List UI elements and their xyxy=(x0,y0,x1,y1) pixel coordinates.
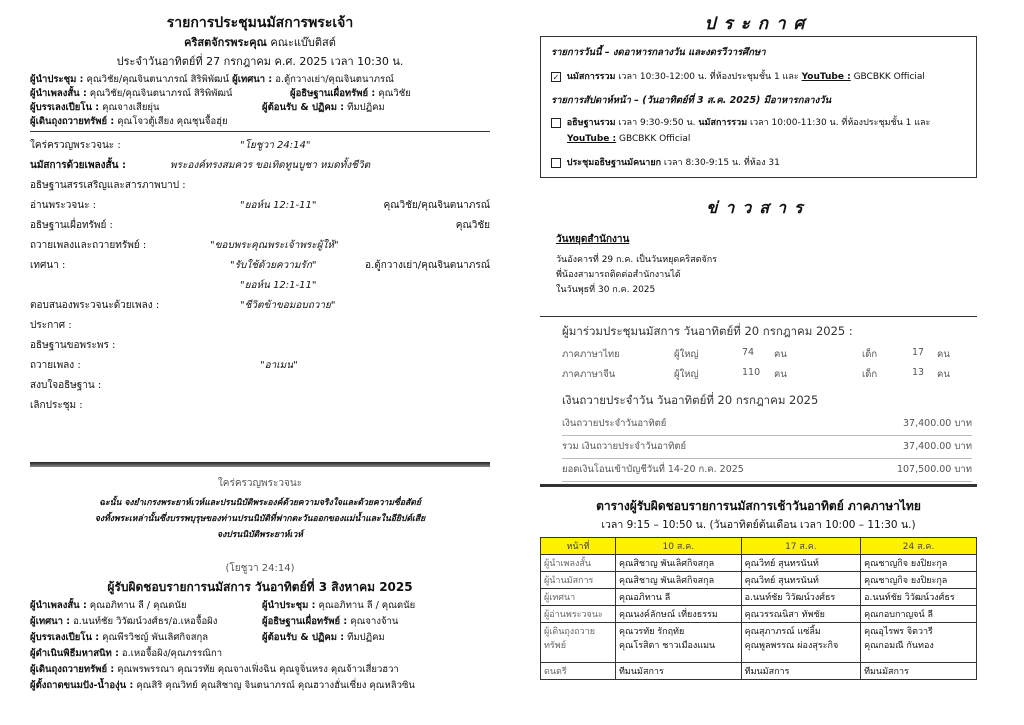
text-field: คุณวิชัย xyxy=(455,220,490,231)
staff-line-4 xyxy=(30,114,228,129)
text-field: ถวายเพลง : xyxy=(30,360,81,371)
text-field: คุณสิชาญ พันเลิศกิจสกุล xyxy=(616,572,742,589)
attendance-table xyxy=(562,347,962,387)
text-field: ยอดเงินโอนเข้าบัญชีวันที่ 14-20 ก.ค. 2025 xyxy=(562,464,744,475)
text-field: เทศนา : xyxy=(30,260,66,271)
order-row xyxy=(30,138,490,158)
text-field: ผู้บรรเลงเปียโน : xyxy=(30,632,100,643)
text-field: ฉะนั้น จงยำเกรงพระยาห์เวห์และปรนนิบัติพระองค์ด้วยความจริงใจและด้วยความซื่อสัตย์ xyxy=(99,498,421,508)
text-field: คุณชาญกิจ ยงปิยะกุล xyxy=(861,555,977,572)
text-field: คุณวิชัย xyxy=(378,88,411,99)
order-row xyxy=(30,258,490,278)
text-field: คุณอุไรพร จิตวารี คุณกอมณี กันทอง xyxy=(861,623,977,663)
text-field: คุณวิชัย/คุณจินตนาภรณ์ สิริพิพัฒน์ xyxy=(89,88,233,99)
text-field: เวลา 8:30-9:15 น. ที่ห้อง 31 xyxy=(661,158,780,168)
announcements-box xyxy=(540,36,977,178)
text-field: ทีมนมัสการ xyxy=(861,663,977,680)
text-field: คณะแบ๊บติสต์ xyxy=(270,36,336,49)
text-field: คุณวรทัย รักฤทัย คุณโรสิตา ชาวเมืองแมน xyxy=(616,623,742,663)
page-title: รายการประชุมนมัสการพระเจ้า xyxy=(166,15,354,31)
section-divider xyxy=(30,462,490,467)
verse-ref: (โยชูวา 24:14) xyxy=(225,563,295,574)
text-field: ผู้บรรเลงเปียโน : xyxy=(30,102,100,113)
text-field: อธิษฐานขอพระพร : xyxy=(30,340,116,351)
text-field: 10 ส.ค. xyxy=(616,538,742,555)
text-field: "ยอห์น 12:1-11" xyxy=(240,200,317,211)
staff-single xyxy=(30,678,490,694)
text-field: ผู้นำประชุม : xyxy=(262,600,316,611)
roster-title: ตารางผู้รับผิดชอบรายการนมัสการเช้าวันอาทิตย์ ภาคภาษาไทย xyxy=(596,499,921,513)
text-field: คุณโจวตู้เสียง คุณชุนจื้อฮุ่ย xyxy=(117,116,228,127)
order-row xyxy=(30,238,490,258)
text-field: คุณวิชัย/คุณจินตนาภรณ์ xyxy=(383,200,490,211)
order-row xyxy=(30,178,490,198)
text-field: เวลา 9:30-9:50 น. xyxy=(615,118,699,128)
order-row xyxy=(30,218,490,238)
text-field: ดนตรี xyxy=(541,663,616,680)
text-field: ผู้อธิษฐานเผื่อทรัพย์ : xyxy=(262,616,348,627)
text-field: GBCBKK Official xyxy=(616,134,691,144)
text-field: คุณสิริ คุณวิทย์ คุณสิชาญ จินตนาภรณ์ คุณฮวางฮั่นเซี่ยง คุณหลิวซิน xyxy=(136,680,415,691)
text-field: 37,400.00 บาท xyxy=(903,441,972,452)
text-field: คุณวรรณนิสา ทัพชัย xyxy=(741,606,860,623)
section-divider xyxy=(540,484,977,487)
text-field: อ.นนท์ชัย วิวัฒน์วงศ์ธร/อ.เหอจื้อผิง xyxy=(73,616,218,627)
text-field: วันอังคารที่ 29 ก.ค. เป็นวันหยุดคริสตจักร xyxy=(556,255,718,265)
divider xyxy=(540,316,977,317)
order-row xyxy=(30,378,490,398)
text-field: นมัสการด้วยเพลงสั้น : xyxy=(30,160,126,171)
text-field: 24 ส.ค. xyxy=(861,538,977,555)
text-field: คุณวิทย์ สุนทรนันท์ xyxy=(741,572,860,589)
order-row xyxy=(30,398,490,418)
staff-line-1 xyxy=(30,72,394,87)
text-field: คุณสิชาญ พันเลิศกิจสกุล xyxy=(616,555,742,572)
checked-checkbox-icon: ✓ xyxy=(552,72,560,82)
text-field: ผู้นำเพลงสั้น : xyxy=(30,600,87,611)
text-field: ถวายเพลงและถวายทรัพย์ : xyxy=(30,240,147,251)
order-row xyxy=(30,298,490,318)
text-field: 13 xyxy=(912,367,925,378)
text-field: เด็ก xyxy=(862,369,878,380)
staff-pair xyxy=(30,598,490,614)
text-field: 17 xyxy=(912,347,925,358)
text-field: "รับใช้ด้วยความรัก" xyxy=(230,260,317,271)
text-field: อ.ตู้กวางเย่า/คุณจินตนาภรณ์ xyxy=(275,74,394,85)
text-field: คุณกอบกาญจน์ ลี xyxy=(861,606,977,623)
roster-row xyxy=(541,606,977,623)
text-field: คุณอภิทาน ลี / คุณดนัย xyxy=(89,600,187,611)
text-field: ทีมนมัสการ xyxy=(616,663,742,680)
staff-pair xyxy=(30,630,490,646)
text-field: คน xyxy=(937,349,950,360)
text-field: "ยอห์น 12:1-11" xyxy=(240,280,317,291)
youtube-link[interactable]: YouTube : xyxy=(567,134,617,144)
text-field: เวลา 10:00-11:30 น. ที่ห้องประชุมชั้น 1 และ xyxy=(747,118,931,128)
text-field: ประกาศ : xyxy=(30,320,72,331)
text-field: นมัสการรวม xyxy=(566,72,616,82)
text-field: คุณวิทย์ สุนทรนันท์ xyxy=(741,555,860,572)
text-field: สงบใจอธิษฐาน : xyxy=(30,380,102,391)
text-field: อ.นนท์ชัย วิวัฒน์วงศ์ธร xyxy=(741,589,860,606)
roster-table xyxy=(540,537,977,680)
roster-subtitle: เวลา 9:15 – 10:50 น. (วันอาทิตย์ต้นเดือน เวลา 10:00 – 11:30 น.) xyxy=(601,519,916,531)
text-field: 107,500.00 บาท xyxy=(896,464,972,475)
offering-row xyxy=(562,416,972,436)
text-field: ประชุมอธิษฐานมัคนายก xyxy=(566,158,662,168)
text-field: ทีมนมัสการ xyxy=(741,663,860,680)
text-field: ผู้เดินถุงถวาย ทรัพย์ xyxy=(541,623,616,663)
offering-table xyxy=(562,416,972,482)
news-heading: ข่าวสาร xyxy=(706,198,811,217)
staff-pair xyxy=(30,614,490,630)
text-field: จงปรนนิบัติพระยาห์เวห์ xyxy=(217,530,303,540)
staff-line-3 xyxy=(30,100,159,115)
order-row xyxy=(30,278,490,298)
text-field: คุณสุภาภรณ์ แซ่ลิ้ม คุณพูลพรรณ ผ่องสุระกิจ xyxy=(741,623,860,663)
verse-text xyxy=(30,495,490,543)
text-field: 110 xyxy=(742,367,761,378)
text-field: คุณนงค์ลักษณ์ เที่ยงธรรม xyxy=(616,606,742,623)
church-name xyxy=(30,33,490,51)
text-field: ผู้ใหญ่ xyxy=(674,349,699,360)
staff-line-2 xyxy=(30,86,232,101)
text-field: ผู้อ่านพระวจนะ xyxy=(541,606,616,623)
youtube-link[interactable]: YouTube : xyxy=(801,72,851,82)
text-field: ผู้ต้อนรับ & ปฏิคม : xyxy=(262,632,345,643)
text-field: เวลา 10:30-12:00 น. ที่ห้องประชุมชั้น 1 และ xyxy=(615,72,802,82)
text-field: พระองค์ทรงสมควร ขอเทิดทูนบูชา หมดทั้งชีวิต xyxy=(170,160,371,171)
text-field: คน xyxy=(937,369,950,380)
staff-line-2b xyxy=(290,86,411,101)
text-field: "ชีวิตข้าขอมอบถวาย" xyxy=(240,300,336,311)
text-field: ภาคภาษาจีน xyxy=(562,369,616,380)
text-field: ตอบสนองพระวจนะด้วยเพลง : xyxy=(30,300,160,311)
order-row xyxy=(30,158,490,178)
text-field: ใคร่ครวญพระวจนะ : xyxy=(30,140,121,151)
roster-row xyxy=(541,555,977,572)
attendance-row xyxy=(562,347,962,367)
text-field: ผู้นำเพลงสั้น : xyxy=(30,88,87,99)
text-field: "ขอบพระคุณพระเจ้าพระผู้ให้" xyxy=(210,240,339,251)
order-row xyxy=(30,198,490,218)
text-field: อ.ตู้กวางเย่า/คุณจินตนาภรณ์ xyxy=(365,260,490,271)
text-field: คุณพีรวิชญ์ พันเลิศกิจสกุล xyxy=(102,632,209,643)
text-field: หน้าที่ xyxy=(541,538,616,555)
text-field: คุณอภิทาน ลี / คุณดนัย xyxy=(318,600,416,611)
text-field: อธิษฐานเผื่อทรัพย์ : xyxy=(30,220,113,231)
text-field: เด็ก xyxy=(862,349,878,360)
announcements-heading: ประกาศ xyxy=(704,14,813,34)
text-field: 37,400.00 บาท xyxy=(903,418,972,429)
checkbox-icon xyxy=(551,158,561,168)
text-field: จงทิ้งพระเหล่านั้นซึ่งบรรพบุรุษของท่านปรนนิบัติที่ฟากตะวันออกของแม่น้ำและในอียิปต์เสีย xyxy=(94,514,426,524)
order-row xyxy=(30,318,490,338)
text-field: คุณจางจ้าน xyxy=(350,616,399,627)
divider xyxy=(30,131,490,132)
attendance-row xyxy=(562,367,962,387)
text-field: คุณชาญกิจ ยงปิยะกุล xyxy=(861,572,977,589)
text-field: ผู้เทศนา : xyxy=(30,616,71,627)
text-field: คุณพรพรรณา คุณวรทัย คุณจางเฟิ่งฉิน คุณจูจิ่นหรง คุณจ้าวเสี่ยวฮวา xyxy=(117,664,399,675)
roster-row xyxy=(541,572,977,589)
text-field: 74 xyxy=(742,347,755,358)
text-field: ผู้เทศนา : xyxy=(232,74,273,85)
roster-row xyxy=(541,663,977,680)
roster-row xyxy=(541,589,977,606)
meditation-heading: ใคร่ครวญพระวจนะ xyxy=(217,478,303,489)
text-field: ผู้ดำเนินพิธีมหาสนิท : xyxy=(30,648,119,659)
text-field: พี่น้องสามารถติดต่อสำนักงานได้ xyxy=(556,270,681,280)
text-field: ผู้ต้อนรับ & ปฏิคม : xyxy=(262,102,345,113)
text-field: อ่านพระวจนะ : xyxy=(30,200,97,211)
text-field: คุณอภิทาน ลี xyxy=(616,589,742,606)
text-field: ผู้นำประชุม : xyxy=(30,74,84,85)
today-heading: รายการวันนี้ – งดอาหารกลางวัน และงดรวีวารศึกษา xyxy=(551,47,766,58)
holiday-text xyxy=(556,253,717,298)
staff-line-3b xyxy=(262,100,385,115)
text-field: ผู้นำนมัสการ xyxy=(541,572,616,589)
text-field: ผู้เดินถุงถวายทรัพย์ : xyxy=(30,664,115,675)
next-item-1 xyxy=(551,115,971,147)
text-field: คริสตจักรพระคุณ xyxy=(184,36,267,49)
text-field: คน xyxy=(774,349,787,360)
roster-header-row xyxy=(541,538,977,555)
roster-row xyxy=(541,623,977,663)
text-field: 17 ส.ค. xyxy=(741,538,860,555)
order-row xyxy=(30,358,490,378)
next-week-title: ผู้รับผิดชอบรายการนมัสการ วันอาทิตย์ที่ 3 สิงหาคม 2025 xyxy=(107,580,413,594)
attendance-title: ผู้มาร่วมประชุมนมัสการ วันอาทิตย์ที่ 20 กรกฎาคม 2025 : xyxy=(562,324,853,338)
text-field: ภาคภาษาไทย xyxy=(562,349,620,360)
next-week-staff xyxy=(30,598,490,694)
text-field: เลิกประชุม : xyxy=(30,400,83,411)
text-field: ผู้ตั้งถาดขนมปัง-น้ำองุ่น : xyxy=(30,680,134,691)
text-field: ทีมปฏิคม xyxy=(347,102,385,113)
holiday-title: วันหยุดสำนักงาน xyxy=(556,234,630,245)
offering-row xyxy=(562,462,972,482)
text-field: "อาเมน" xyxy=(260,360,298,371)
text-field: ในวันพุธที่ 30 ก.ค. 2025 xyxy=(556,285,656,295)
text-field: คุณจางเสียยุ่น xyxy=(102,102,160,113)
text-field: อธิษฐานสรรเสริญและสารภาพบาป : xyxy=(30,180,186,191)
text-field: อธิษฐานรวม xyxy=(566,118,616,128)
today-item xyxy=(551,69,925,83)
text-field: คน xyxy=(774,369,787,380)
text-field: นมัสการรวม xyxy=(698,118,748,128)
text-field: GBCBKK Official xyxy=(850,72,925,82)
text-field: รวม เงินถวายประจำวันอาทิตย์ xyxy=(562,441,687,452)
text-field: "โยชูวา 24:14" xyxy=(240,140,311,151)
offering-row xyxy=(562,439,972,459)
checkbox-icon xyxy=(551,118,561,128)
text-field: ผู้ใหญ่ xyxy=(674,369,699,380)
next-week-heading: รายการสัปดาห์หน้า – (วันอาทิตย์ที่ 3 ส.ค. 2025) มีอาหารกลางวัน xyxy=(551,95,832,106)
service-date: ประจำวันอาทิตย์ที่ 27 กรกฎาคม ค.ศ. 2025 เวลา 10:30 น. xyxy=(116,55,404,68)
text-field: ผู้อธิษฐานเผื่อทรัพย์ : xyxy=(290,88,376,99)
offering-title: เงินถวายประจำวัน วันอาทิตย์ที่ 20 กรกฎาคม 2025 xyxy=(562,393,819,407)
text-field: ผู้นำเพลงสั้น xyxy=(541,555,616,572)
text-field: ทีมปฏิคม xyxy=(347,632,385,643)
staff-single xyxy=(30,662,490,678)
text-field: อ.นนท์ชัย วิวัฒน์วงศ์ธร xyxy=(861,589,977,606)
text-field: เงินถวายประจำวันอาทิตย์ xyxy=(562,418,667,429)
staff-single xyxy=(30,646,490,662)
next-item-2 xyxy=(551,155,780,169)
order-row xyxy=(30,338,490,358)
order-of-service xyxy=(30,138,490,418)
text-field: ผู้เดินถุงถวายทรัพย์ : xyxy=(30,116,115,127)
text-field: ผู้เทศนา xyxy=(541,589,616,606)
text-field: อ.เหอจื้อผิง/คุณภรรณิกา xyxy=(121,648,223,659)
text-field: คุณวิชัย/คุณจินตนาภรณ์ สิริพิพัฒน์ xyxy=(86,74,230,85)
